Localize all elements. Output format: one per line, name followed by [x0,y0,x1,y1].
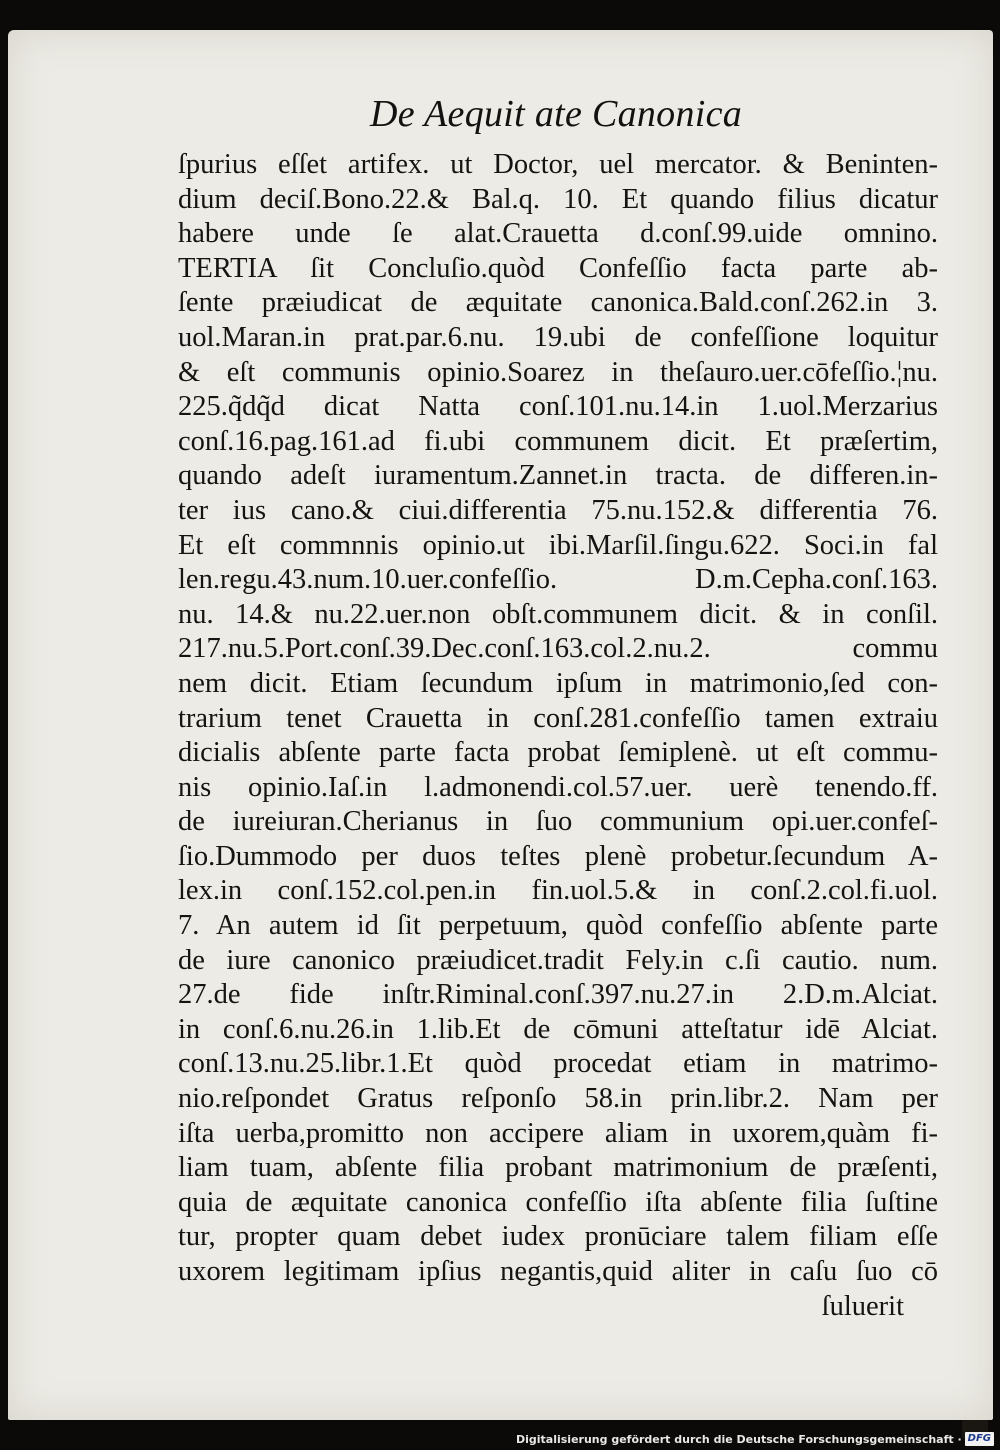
text-line: nis opinio.Iaſ.in l.admonendi.col.57.uer. uerè tenendo.ff. [178,771,938,803]
text-line: in conſ.6.nu.26.in 1.lib.Et de cōmuni atteſtatur idē Alciat. [178,1013,938,1045]
text-line: ſio.Dummodo per duos teſtes plenè probetur.ſecundum A- [178,840,938,872]
text-line: lex.in conſ.152.col.pen.in fin.uol.5.& in conſ.2.col.fi.uol. [178,875,938,907]
text-line: 225.q̃dq̃d dicat Natta conſ.101.nu.14.in 1.uol.Merzarius [178,391,938,423]
text-line: len.regu.43.num.10.uer.confeſſio. D.m.Cepha.conſ.163. [178,564,938,596]
text-line: quia de æquitate canonica confeſſio iſta abſente filia ſuſtine [178,1186,938,1218]
text-line: uxorem legitimam ipſius negantis,quid aliter in caſu ſuo cō [178,1256,938,1287]
text-line: uol.Maran.in prat.par.6.nu. 19.ubi de confeſſione loquitur [178,321,938,353]
running-title: De Aequit ate Canonica [370,93,743,135]
text-line: 27.de fide inſtr.Riminal.conſ.397.nu.27.in 2.D.m.Alciat. [178,979,938,1011]
text-line: Et eſt commnnis opinio.ut ibi.Marſil.ſingu.622. Soci.in fal [178,529,938,561]
text-line: conſ.16.pag.161.ad fi.ubi communem dicit. Et præſertim, [178,425,938,457]
text-line: conſ.13.nu.25.libr.1.Et quòd procedat etiam in matrimo- [178,1048,938,1080]
text-line: dicialis abſente parte facta probat ſemiplenè. ut eſt commu- [178,737,938,769]
text-line: quando adeſt iuramentum.Zannet.in tracta. de differen.in- [178,460,938,492]
text-line: de iureiuran.Cherianus in ſuo communium opi.uer.confeſ- [178,806,938,838]
credit-text: Digitalisierung gefördert durch die Deutsche Forschungsgemeinschaft · [515,1432,962,1446]
text-line: ſpurius eſſet artifex. ut Doctor, uel mercator. & Beninten- [178,149,938,180]
text-line: nem dicit. Etiam ſecundum ipſum in matrimonio,ſed con- [178,667,938,699]
text-line: iſta uerba,promitto non accipere aliam in uxorem,quàm fi- [178,1117,938,1149]
dfg-logo-icon: DFG [965,1432,994,1446]
catchword: ſuluerit [821,1290,904,1322]
text-line: nio.reſpondet Gratus reſponſo 58.in prin.libr.2. Nam per [178,1083,938,1115]
text-line: 217.nu.5.Port.conſ.39.Dec.conſ.163.col.2.nu.2. commu [178,633,938,665]
text-line: de iure canonico præiudicet.tradit Fely.in c.ſi cautio. num. [178,944,938,976]
text-line: & eſt communis opinio.Soarez in theſauro.uer.cōfeſſio.¦nu. [178,356,938,388]
page-text [178,148,938,1324]
text-line: dium deciſ.Bono.22.& Bal.q. 10. Et quando filius dicatur [178,183,938,215]
text-line: liam tuam, abſente filia probant matrimonium de præſenti, [178,1152,938,1184]
text-line: habere unde ſe alat.Crauetta d.conſ.99.uide omnino. [178,218,938,250]
text-line: trarium tenet Crauetta in conſ.281.confeſſio tamen extraiu [178,702,938,734]
text-line: ſente præiudicat de æquitate canonica.Bald.conſ.262.in 3. [178,287,938,319]
text-line: tur, propter quam debet iudex pronūciare talem filiam eſſe [178,1221,938,1253]
text-line: TERTIA ſit Concluſio.quòd Confeſſio facta parte ab- [178,252,938,284]
text-line: ter ius cano.& ciui.differentia 75.nu.152.& differentia 76. [178,494,938,526]
digitization-credit [516,1430,994,1448]
text-line: nu. 14.& nu.22.uer.non obſt.communem dicit. & in conſil. [178,598,938,630]
text-line: 7. An autem id ſit perpetuum, quòd confeſſio abſente parte [178,910,938,942]
